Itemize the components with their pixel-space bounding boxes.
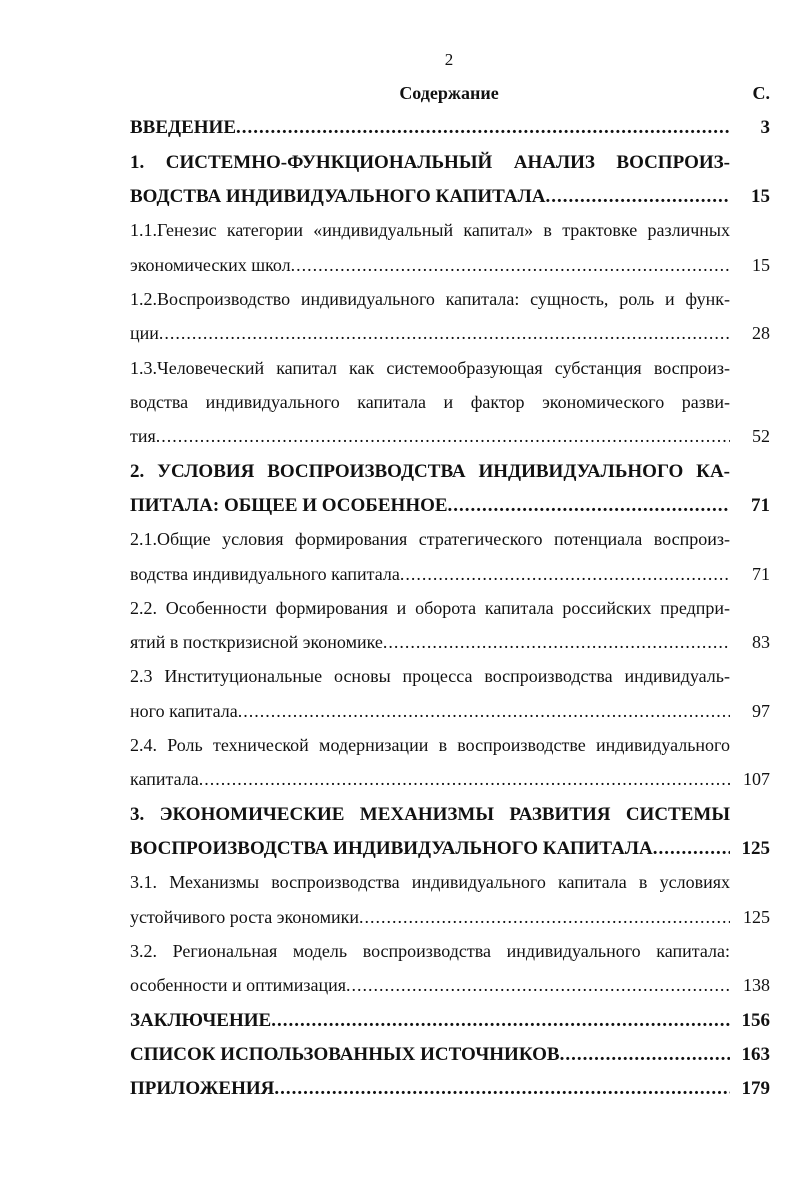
toc-entry-line xyxy=(130,701,770,722)
toc-entry-text: 2. УСЛОВИЯ ВОСПРОИЗВОДСТВА ИНДИВИДУАЛЬНОГО КА- xyxy=(130,461,730,482)
toc-entry-line xyxy=(130,358,770,379)
toc-entry-line xyxy=(130,804,770,826)
dot-leader xyxy=(291,255,730,276)
toc-page-number: 163 xyxy=(741,1044,770,1065)
dot-leader xyxy=(383,632,730,653)
toc-entry-line xyxy=(130,529,770,550)
toc-page-number: 28 xyxy=(752,323,770,343)
dot-leader xyxy=(560,1044,730,1066)
toc-entry-line xyxy=(130,907,770,928)
toc-entry-text: капитала xyxy=(130,769,199,789)
toc-entry-text: устойчивого роста экономики xyxy=(130,907,360,927)
toc-entry-text: 1.3.Человеческий капитал как системообразующая субстанция воспроиз- xyxy=(130,358,730,378)
toc-entry-text: 2.3 Институциональные основы процесса воспроизводства индивидуаль- xyxy=(130,666,730,686)
toc-entry-line xyxy=(130,1010,770,1032)
toc-entry-text: 2.1.Общие условия формирования стратегического потенциала воспроиз- xyxy=(130,529,730,549)
toc-entry-line xyxy=(130,941,770,962)
dot-leader xyxy=(236,117,730,139)
toc-entry-text: 2.4. Роль технической модернизации в воспроизводстве индивидуального xyxy=(130,735,730,755)
dot-leader xyxy=(400,564,730,585)
toc-entry-text: 1.2.Воспроизводство индивидуального капитала: сущность, роль и функ- xyxy=(130,289,730,309)
dot-leader xyxy=(448,495,730,517)
toc-entry-line xyxy=(130,666,770,687)
dot-leader xyxy=(653,838,730,860)
toc-entry-line xyxy=(130,117,770,139)
toc-entry-text: экономических школ xyxy=(130,255,291,275)
toc-page-number: 71 xyxy=(751,495,770,516)
toc-page-number: 71 xyxy=(752,564,770,584)
dot-leader xyxy=(238,701,730,722)
toc-entry-line xyxy=(130,975,770,996)
toc-page-number: 156 xyxy=(741,1010,770,1031)
toc-entry-text: тия xyxy=(130,426,156,446)
toc-entry-text: особенности и оптимизация xyxy=(130,975,346,995)
toc-entry-line xyxy=(130,872,770,893)
toc-entry-text: ПИТАЛА: ОБЩЕЕ И ОСОБЕННОЕ xyxy=(130,495,448,516)
toc-entry-text: ПРИЛОЖЕНИЯ xyxy=(130,1078,275,1099)
toc-page-number: 15 xyxy=(752,255,770,275)
toc-entry-line xyxy=(130,289,770,310)
dot-leader xyxy=(274,1078,730,1100)
toc-entry-line xyxy=(130,255,770,276)
page-number: 2 xyxy=(444,50,454,69)
toc-page-number: 125 xyxy=(741,838,770,859)
toc-entry-line xyxy=(130,1078,770,1100)
toc-entry-text: ЗАКЛЮЧЕНИЕ xyxy=(130,1010,272,1031)
toc-entry-line xyxy=(130,564,770,585)
toc-entry-text: ятий в посткризисной экономике xyxy=(130,632,383,652)
toc-entry-text: СПИСОК ИСПОЛЬЗОВАННЫХ ИСТОЧНИКОВ xyxy=(130,1044,560,1065)
toc-entry-line xyxy=(130,426,770,447)
dot-leader xyxy=(156,426,730,447)
toc-entry-text: 1. СИСТЕМНО-ФУНКЦИОНАЛЬНЫЙ АНАЛИЗ ВОСПРОИЗ- xyxy=(130,152,730,173)
toc-entry-line xyxy=(130,461,770,483)
toc-page-number: 15 xyxy=(751,186,770,207)
dot-leader xyxy=(359,907,730,928)
toc-entry-line xyxy=(130,598,770,619)
toc-page-number: 97 xyxy=(752,701,770,721)
toc-entry-line xyxy=(130,632,770,653)
toc-entry-text: 3. ЭКОНОМИЧЕСКИЕ МЕХАНИЗМЫ РАЗВИТИЯ СИСТЕМЫ xyxy=(130,804,730,825)
toc-entry-line xyxy=(130,392,770,413)
toc-entry-text: ВВЕДЕНИЕ xyxy=(130,117,236,138)
toc-entry-text: ного капитала xyxy=(130,701,238,721)
toc-page-number: 3 xyxy=(760,117,770,138)
toc-page-number: 125 xyxy=(743,907,770,927)
toc-entry-text: 3.2. Региональная модель воспроизводства индивидуального капитала: xyxy=(130,941,730,961)
toc-entry-text: 2.2. Особенности формирования и оборота капитала российских предпри- xyxy=(130,598,730,618)
toc-entry-line xyxy=(130,152,770,174)
toc-page-number: 138 xyxy=(743,975,770,995)
toc-page-number: 83 xyxy=(752,632,770,652)
toc-entry-line xyxy=(130,220,770,241)
toc-entry-line xyxy=(130,769,770,790)
toc-entry-line xyxy=(130,1044,770,1066)
toc-entry-text: 3.1. Механизмы воспроизводства индивидуального капитала в условиях xyxy=(130,872,730,892)
toc-page-number: 52 xyxy=(752,426,770,446)
toc-entry-text: ВОСПРОИЗВОДСТВА ИНДИВИДУАЛЬНОГО КАПИТАЛА xyxy=(130,838,653,859)
toc-entry-text: водства индивидуального капитала и фактор экономического разви- xyxy=(130,392,730,412)
toc-entry-line xyxy=(130,838,770,860)
toc-entry-line xyxy=(130,186,770,208)
dot-leader xyxy=(271,1010,730,1032)
toc-entry-text: водства индивидуального капитала xyxy=(130,564,400,584)
toc-entry-text: ции xyxy=(130,323,159,343)
toc-entry-line xyxy=(130,735,770,756)
dot-leader xyxy=(346,975,730,996)
toc-entry-text: ВОДСТВА ИНДИВИДУАЛЬНОГО КАПИТАЛА xyxy=(130,186,546,207)
toc-entry-text: 1.1.Генезис категории «индивидуальный капитал» в трактовке различных xyxy=(130,220,730,240)
toc-page-column-label: С. xyxy=(752,83,770,103)
toc-title: Содержание xyxy=(399,83,499,103)
toc-page-number: 179 xyxy=(741,1078,770,1099)
dot-leader xyxy=(199,769,730,790)
dot-leader xyxy=(159,323,730,344)
dot-leader xyxy=(545,186,730,208)
toc-entry-line xyxy=(130,323,770,344)
toc-page-number: 107 xyxy=(743,769,770,789)
toc-entry-line xyxy=(130,495,770,517)
